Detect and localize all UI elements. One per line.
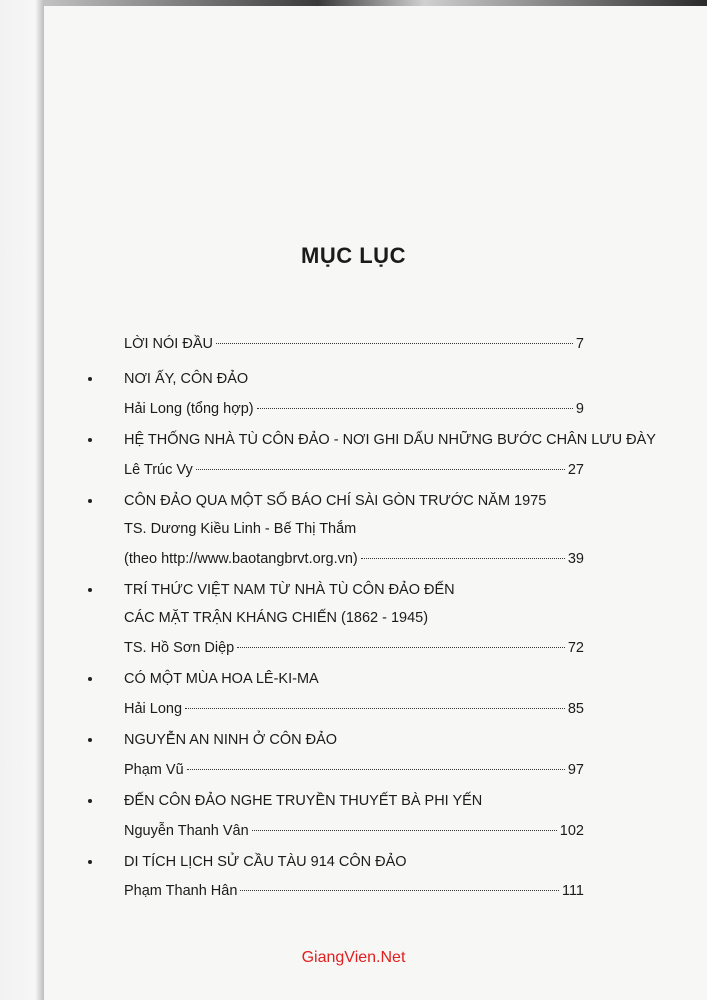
toc-entry-author: TS. Dương Kiều Linh - Bế Thị Thắm (124, 521, 357, 537)
bullet-icon (88, 799, 92, 803)
toc-page-number: 111 (561, 883, 584, 899)
toc-entry-title: CÓ MỘT MÙA HOA LÊ-KI-MA (124, 671, 319, 687)
toc-page-number: 72 (567, 640, 584, 656)
toc-page-number: 85 (567, 701, 584, 717)
toc-entry-title: ĐẾN CÔN ĐẢO NGHE TRUYỀN THUYẾT BÀ PHI YẾN (124, 793, 483, 809)
toc-entry-heading (0, 729, 707, 753)
toc-entry-title: HỆ THỐNG NHÀ TÙ CÔN ĐẢO - NƠI GHI DẤU NHỮNG BƯỚC CHÂN LƯU ĐÀY (124, 432, 656, 448)
toc-entry-author-line (0, 398, 707, 422)
toc-entry-title: CÔN ĐẢO QUA MỘT SỐ BÁO CHÍ SÀI GÒN TRƯỚC NĂM 1975 (124, 493, 547, 509)
toc-entry-author: Hải Long (tổng hợp) (124, 401, 254, 417)
toc-entry-author-line (0, 759, 707, 783)
toc-entry-author-line (0, 698, 707, 722)
toc-entry-author: Lê Trúc Vy (124, 462, 193, 478)
toc-entry-preface (0, 333, 707, 357)
toc-page-number: 9 (575, 401, 584, 417)
bullet-icon (88, 588, 92, 592)
toc-page-number: 27 (567, 462, 584, 478)
bullet-icon (88, 677, 92, 681)
toc-entry-heading (0, 790, 707, 814)
toc-entry-author: Phạm Vũ (124, 762, 184, 778)
toc-entry-author: Nguyễn Thanh Vân (124, 823, 249, 839)
dot-leader (216, 343, 573, 344)
toc-entry-author-line (0, 459, 707, 483)
dot-leader (361, 558, 565, 559)
toc-entry-heading-continued (0, 607, 707, 631)
toc-entry-title: DI TÍCH LỊCH SỬ CẦU TÀU 914 CÔN ĐẢO (124, 854, 407, 870)
toc-entry-author-line (0, 820, 707, 844)
toc-entry-source-line (0, 548, 707, 572)
toc-page-number: 102 (559, 823, 584, 839)
toc-entry-title: TRÍ THỨC VIỆT NAM TỪ NHÀ TÙ CÔN ĐẢO ĐẾN (124, 582, 455, 598)
bullet-icon (88, 499, 92, 503)
dot-leader (237, 647, 565, 648)
toc-entry-author: Phạm Thanh Hân (124, 883, 238, 899)
toc-entry-author-line (0, 518, 707, 542)
dot-leader (252, 830, 557, 831)
page-title: MỤC LỤC (301, 243, 406, 268)
watermark-text: GiangVien.Net (301, 949, 406, 966)
toc-entry-title: CÁC MẶT TRẬN KHÁNG CHIẾN (1862 - 1945) (124, 610, 429, 626)
toc-entry-author: TS. Hồ Sơn Diệp (124, 640, 235, 656)
toc-page-number: 97 (567, 762, 584, 778)
toc-page-number: 7 (575, 336, 584, 352)
toc-page-number: 39 (567, 551, 584, 567)
toc-entry-heading (0, 579, 707, 603)
toc-entry-title: NGUYỄN AN NINH Ở CÔN ĐẢO (124, 732, 338, 748)
dot-leader (240, 890, 559, 891)
toc-entry-heading (0, 490, 707, 514)
toc-entry-heading (0, 429, 707, 453)
bullet-icon (88, 860, 92, 864)
dot-leader (185, 708, 565, 709)
toc-entry-title: LỜI NÓI ĐẦU (124, 336, 213, 352)
toc-entry-author-line (0, 880, 707, 904)
toc-entry-author-line (0, 637, 707, 661)
dot-leader (257, 408, 573, 409)
bullet-icon (88, 438, 92, 442)
toc-entry-heading (0, 368, 707, 392)
toc-entry-heading (0, 668, 707, 692)
toc-entry-source: (theo http://www.baotangbrvt.org.vn) (124, 551, 358, 567)
toc-entry-heading (0, 851, 707, 875)
toc-entry-title: NƠI ẤY, CÔN ĐẢO (124, 371, 249, 387)
toc-entry-author: Hải Long (124, 701, 183, 717)
dot-leader (196, 469, 565, 470)
bullet-icon (88, 738, 92, 742)
bullet-icon (88, 377, 92, 381)
dot-leader (187, 769, 565, 770)
